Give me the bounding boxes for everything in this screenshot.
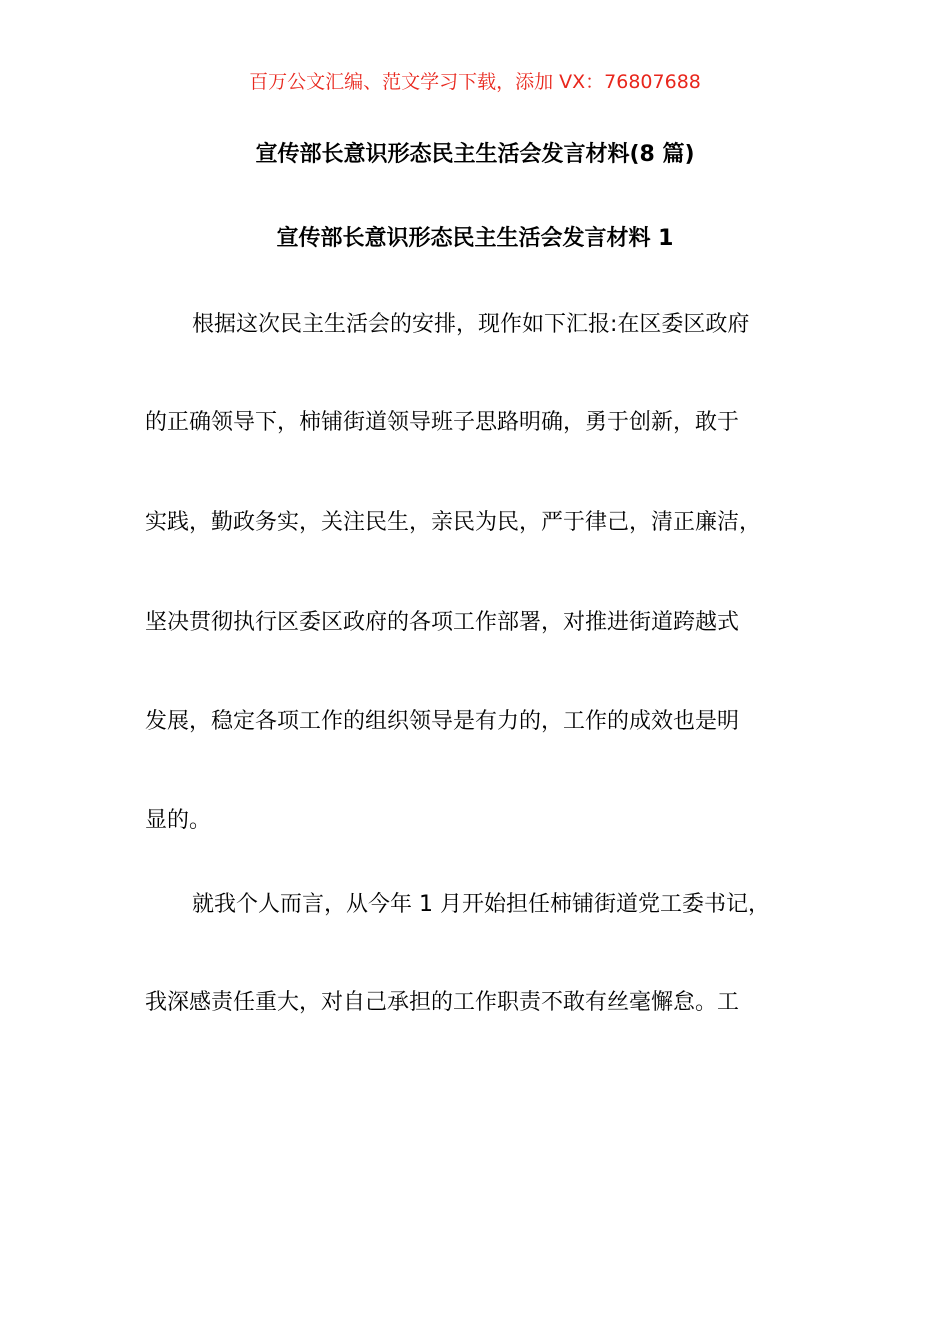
paragraph-line: 显的。 (145, 808, 212, 833)
paragraph-line: 坚决贯彻执行区委区政府的各项工作部署，对推进街道跨越式 (145, 610, 740, 635)
document-title: 宣传部长意识形态民主生活会发言材料(8 篇) (255, 142, 695, 167)
paragraph-line: 的正确领导下，柿铺街道领导班子思路明确，勇于创新，敢于 (145, 410, 740, 435)
paragraph-line: 实践，勤政务实，关注民生，亲民为民，严于律己，清正廉洁， (145, 510, 762, 535)
paragraph-line: 就我个人而言，从今年 1 月开始担任柿铺街道党工委书记， (192, 892, 770, 917)
header-promo-note: 百万公文汇编、范文学习下载，添加 VX：76807688 (249, 71, 701, 93)
paragraph-line: 我深感责任重大，对自己承担的工作职责不敢有丝毫懈怠。工 (145, 990, 740, 1015)
section-title: 宣传部长意识形态民主生活会发言材料 1 (276, 226, 674, 251)
paragraph-line: 根据这次民主生活会的安排，现作如下汇报:在区委区政府 (192, 312, 750, 337)
paragraph-line: 发展，稳定各项工作的组织领导是有力的，工作的成效也是明 (145, 709, 740, 734)
